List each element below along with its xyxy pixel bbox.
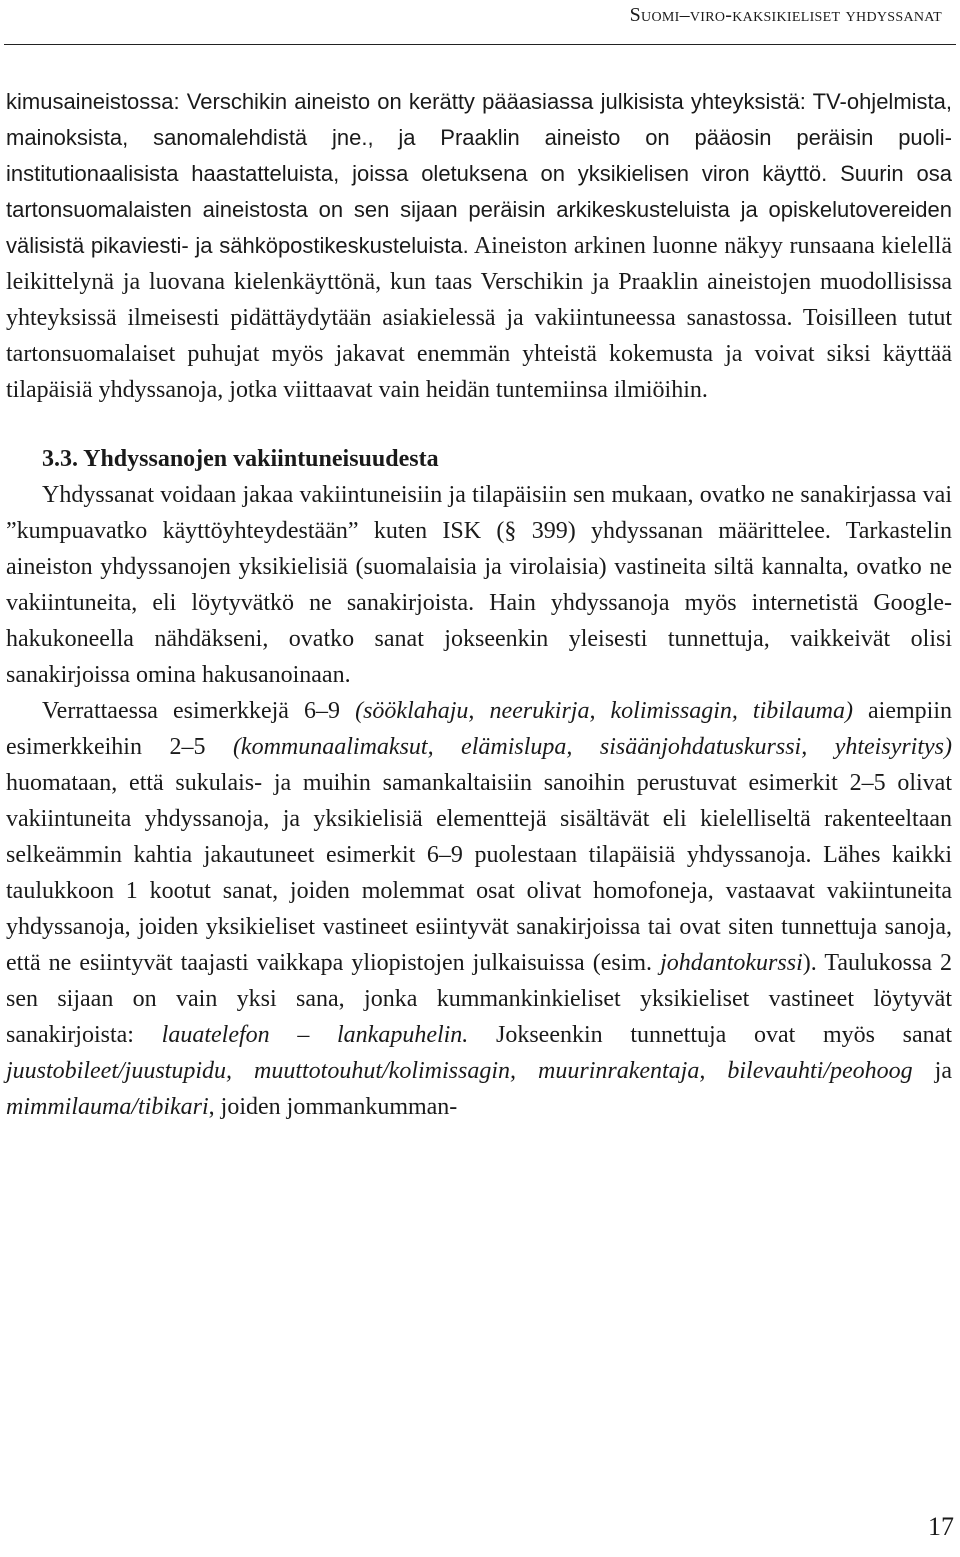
paragraph-3 — [6, 693, 952, 1125]
p3-text-5: Jokseenkin tunnettuja ovat myös sanat — [468, 1022, 952, 1048]
paragraph-1-sans-part: kimusaineistossa: Verschikin aineisto on kerätty pääasiassa julkisista yhteyksistä: TV-ohjelmista, mainoksista, sanomalehdistä jne., ja Praaklin aineisto on pääosin peräisin puoli-institutionaalisista haastatteluista, joissa oletuksena on yksikielisen viron käyttö. Suurin osa tartonsuomalaisten aineistosta on sen sijaan peräisin arkikeskusteluista ja opiskelutovereiden välisistä pikaviesti- ja sähköpostikeskusteluista. — [6, 89, 952, 258]
header-rule — [4, 44, 956, 45]
running-header: Suomi–viro-kaksikieliset yhdyssanat — [629, 4, 942, 26]
paragraph-2: Yhdyssanat voidaan jakaa vakiintuneisiin ja tilapäisiin sen mukaan, ovatko ne sanakirjassa vai ”kumpuavatko käyttöyhteydestään” kuten ISK (§ 399) yhdyssanan määrittelee. Tarkastelin aineiston yhdyssanojen yksikielisiä (suomalaisia ja virolaisia) vastineita siltä kannalta, ovatko ne vakiintuneita, eli löytyvätkö ne sanakirjoista. Hain yhdyssanoja myös internetistä Google-hakukoneella nähdäkseni, ovatko sanat jokseenkin yleisesti tunnettuja, vaikkeivät olisi sanakirjoissa omina hakusanoinaan. — [6, 482, 952, 688]
page-number: 17 — [928, 1512, 954, 1541]
paragraph-1 — [6, 84, 952, 408]
p3-text-2: aiempiin esimerkkeihin 2–5 — [6, 698, 952, 760]
p3-text-6: ja — [912, 1058, 952, 1084]
p3-italic-6: mimmilauma/tibikari — [6, 1094, 209, 1120]
body-text — [6, 84, 952, 1125]
p3-italic-3: johdantokurssi — [660, 950, 803, 976]
p3-italic-2: (kommunaalimaksut, elämislupa, sisäänjohdatuskurssi, yhteisyritys) — [232, 734, 953, 760]
paragraph-1-serif-part: Aineiston arkinen luonne näkyy runsaana kielellä leikittelynä ja luovana kielenkäyttönä, kun taas Verschikin ja Praaklin aineistojen muodollisissa yhteyksissä ilmeisesti pidättäydytään asiakielessä ja vakiintuneessa sanastossa. Toisilleen tutut tartonsuomalaiset puhujat myös jakavat enemmän yhteistä kokemusta ja voivat siksi käyttää tilapäisiä yhdyssanoja, jotka viittaavat vain heidän tuntemiinsa ilmiöihin. — [6, 233, 953, 403]
p3-text-1: Verrattaessa esimerkkejä 6–9 — [42, 698, 356, 724]
section-heading: 3.3. Yhdyssanojen vakiintuneisuudesta — [42, 446, 439, 472]
p3-text-7: , joiden jommankumman- — [208, 1094, 458, 1120]
p3-italic-1: (sööklahaju, neerukirja, kolimissagin, tibilauma) — [355, 698, 853, 724]
p3-text-4: ). Taulukossa 2 sen sijaan on vain yksi sana, jonka kummankinkieliset yksikieliset vastineet löytyvät sanakirjoista: — [6, 950, 952, 1048]
p3-italic-5: juustobileet/juustupidu, muuttotouhut/kolimissagin, muurinrakentaja, bilevauhti/peohoog — [6, 1058, 913, 1084]
p3-italic-4: lauatelefon – lankapuhelin. — [161, 1022, 469, 1048]
p3-text-3: huomataan, että sukulais- ja muihin samankaltaisiin sanoihin perustuvat esimerkit 2–5 olivat vakiintuneita yhdyssanoja, ja yksikielisiä elementtejä sisältävät eli kielelliseltä rakenteeltaan selkeämmin kahtia jakautuneet esimerkit 6–9 puolestaan tilapäisiä yhdyssanoja. Lähes kaikki taulukkoon 1 kootut sanat, joiden molemmat osat olivat homofoneja, vastaavat vakiintuneita yhdyssanoja, joiden yksikieliset vastineet esiintyvät sanakirjoissa tai ovat siten tunnettuja sanoja, että ne esiintyvät taajasti vaikkapa yliopistojen julkaisuissa (esim. — [6, 770, 952, 976]
